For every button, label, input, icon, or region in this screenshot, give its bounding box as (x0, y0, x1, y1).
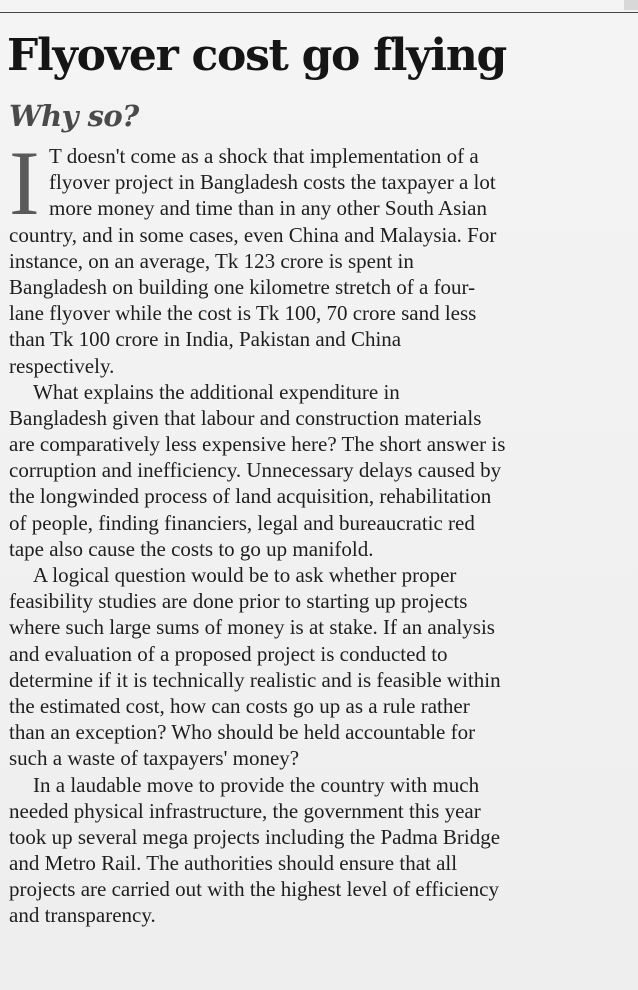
text-line: A logical question would be to ask whether proper (33, 563, 457, 587)
text-line: corruption and inefficiency. Unnecessary delays caused by (9, 458, 502, 483)
paragraph-3 (9, 562, 634, 772)
article-body (9, 132, 634, 929)
paragraph-4 (9, 772, 634, 929)
text-line: more money and time than in any other South Asian (49, 196, 488, 221)
text-line: country, and in some cases, even China and Malaysia. For (9, 222, 497, 247)
text-line: the estimated cost, how can costs go up as a rule rather (9, 693, 470, 718)
text-line: respectively. (9, 353, 115, 378)
text-line: projects are carried out with the highest level of efficiency (9, 877, 499, 902)
text-line: feasibility studies are done prior to starting up projects (9, 589, 468, 614)
text-line: determine if it is technically realistic and is feasible within (9, 667, 501, 692)
drop-cap: I (9, 132, 40, 234)
text-line: of people, finding financiers, legal and bureaucratic red (9, 510, 475, 535)
text-line: Bangladesh on building one kilometre stretch of a four- (9, 274, 476, 299)
text-line: lane flyover while the cost is Tk 100, 70 crore sand less (9, 301, 477, 326)
text-line: flyover project in Bangladesh costs the taxpayer a lot (49, 170, 496, 195)
text-line: needed physical infrastructure, the government this year (9, 798, 481, 823)
subhead: Why so? (9, 99, 139, 133)
text-line: In a laudable move to provide the country with much (33, 772, 480, 797)
paragraph-1 (9, 132, 634, 379)
text-line: and Metro Rail. The authorities should ensure that all (9, 851, 458, 876)
text-line: instance, on an average, Tk 123 crore is spent in (9, 248, 414, 273)
text-line: and transparency. (9, 903, 156, 928)
text-line: are comparatively less expensive here? The short answer is (9, 432, 506, 457)
text-line: than Tk 100 crore in India, Pakistan and China (9, 327, 402, 352)
text-line: the longwinded process of land acquisition, rehabilitation (9, 484, 492, 509)
text-line: and evaluation of a proposed project is conducted to (9, 641, 448, 666)
text-line: T doesn't come as a shock that implementation of a (49, 144, 479, 168)
text-line: tape also cause the costs to go up manifold. (9, 536, 374, 561)
headline: Flyover cost go flying (7, 30, 506, 81)
text-line: Bangladesh given that labour and construction materials (9, 405, 482, 430)
top-rule (0, 12, 638, 13)
text-line: than an exception? Who should be held accountable for (9, 720, 476, 745)
text-line: What explains the additional expenditure in (33, 379, 400, 404)
text-line: where such large sums of money is at stake. If an analysis (9, 615, 495, 640)
text-line: such a waste of taxpayers' money? (9, 746, 300, 771)
corner-mark (624, 0, 638, 10)
text-line: took up several mega projects including the Padma Bridge (9, 824, 501, 849)
paragraph-2 (9, 379, 634, 562)
